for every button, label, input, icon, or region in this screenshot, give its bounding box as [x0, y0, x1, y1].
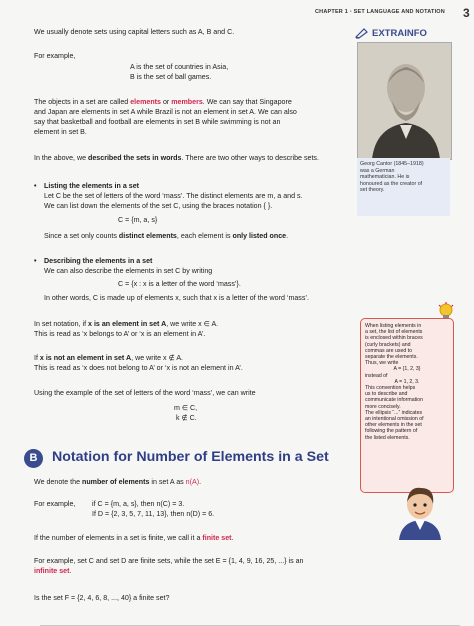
- text-run: , we write x ∉ A.: [131, 354, 184, 362]
- bullet-title-listing: Listing the elements in a set: [44, 182, 140, 190]
- paragraph-elements-line1: [34, 98, 292, 107]
- note-line: instead of: [365, 372, 388, 379]
- caption-line: Georg Cantor (1845–1918): [360, 161, 424, 167]
- describing-line2: In other words, C is made up of elements x, such that x is a letter of the word ‘mass’.: [44, 294, 309, 302]
- note-line: a set, the list of elements: [365, 329, 423, 336]
- note-line: Thus, we write: [365, 360, 399, 367]
- element-of-reading: This is read as ‘x belongs to A’ or ‘x is an element in A’.: [34, 330, 206, 338]
- text-run: . There are two other ways to describe sets.: [181, 154, 319, 162]
- teacher-avatar-icon: [393, 484, 447, 540]
- bullet-title-describing: Describing the elements in a set: [44, 257, 153, 265]
- listing-line3: [44, 232, 288, 241]
- keyword-finite-set: finite set: [202, 534, 232, 542]
- cantor-portrait: [357, 42, 452, 160]
- chapter-title: SET LANGUAGE AND NOTATION: [353, 9, 445, 15]
- pencil-icon: [355, 27, 369, 39]
- bold-phrase: distinct elements: [118, 232, 177, 240]
- question-finite: Is the set F = {2, 4, 6, 8, ..., 40} a finite set?: [34, 594, 170, 602]
- note-line: is enclosed within braces: [365, 335, 423, 342]
- text-run: If: [34, 354, 40, 362]
- tip-box: [360, 318, 454, 493]
- text-run: In set notation, if: [34, 320, 89, 328]
- header-separator: •: [349, 9, 354, 15]
- text-run: .: [69, 567, 72, 575]
- note-line: When listing elements in: [365, 323, 422, 329]
- bold-phrase: x is an element in set A: [88, 320, 167, 328]
- note-line: separate the elements.: [365, 354, 418, 361]
- note-line: the listed elements.: [365, 434, 410, 441]
- caption-line: honoured as the creator of: [360, 180, 423, 187]
- text-run: The objects in a set are called: [34, 98, 131, 106]
- keyword-n-of-a: n(A): [185, 478, 200, 486]
- section-badge: B: [24, 449, 43, 468]
- text-run: If the number of elements in a set is finite, we call it a: [34, 534, 203, 542]
- describing-line1: We can also describe the elements in set C by writing: [44, 267, 213, 275]
- portrait-drawing: [358, 43, 451, 159]
- note-line: an intentional omission of: [365, 416, 424, 423]
- for-example-label-2: For example,: [34, 500, 76, 508]
- note-line: commas are used to: [365, 347, 412, 354]
- equation-c-list: C = {m, a, s}: [118, 216, 158, 224]
- paragraph-elements-line4: element in set B.: [34, 128, 87, 136]
- not-element-reading: This is read as ‘x does not belong to A’ or ‘x is not an element in A’.: [34, 364, 243, 372]
- keyword-elements: elements: [130, 98, 161, 106]
- note-line: This convention helps: [365, 385, 416, 392]
- number-notation-text: [34, 478, 201, 487]
- bullet-dot: •: [34, 182, 37, 190]
- text-run: In the above, we: [34, 154, 89, 162]
- equation-c-builder: C = {x : x is a letter of the word ‘mass’}.: [118, 280, 241, 288]
- text-run: We denote the: [34, 478, 82, 486]
- note-line: other elements in the set: [365, 422, 422, 429]
- text-run: , each element is: [176, 232, 233, 240]
- keyword-infinite-set: infinite set: [34, 567, 70, 575]
- caption-line: mathematician. He is: [360, 174, 410, 181]
- text-run: .: [286, 232, 289, 240]
- page-number: 3: [463, 6, 470, 20]
- example-n-c: if C = {m, a, s}, then n(C) = 3.: [92, 500, 185, 508]
- not-element-statement: [34, 354, 183, 363]
- finite-set-definition: [34, 534, 234, 543]
- bold-phrase: only listed once: [232, 232, 287, 240]
- text-run: . We can say that Singapore: [202, 98, 292, 106]
- note-line: following the pattern of: [365, 428, 418, 435]
- caption-line: set theory.: [360, 187, 385, 194]
- running-header: [315, 9, 445, 15]
- infinite-set-line2: [34, 567, 71, 576]
- element-of-statement: [34, 320, 218, 329]
- note-equation: A = {1, 2, 3}: [393, 366, 421, 373]
- extrainfo-title: EXTRAINFO: [372, 28, 427, 39]
- text-run: or: [160, 98, 172, 106]
- note-equation: A = 1, 2, 3.: [394, 378, 420, 385]
- paragraph-elements-line3: say that basketball and football are elements in set B while swimming is not an: [34, 118, 281, 126]
- text-run: .: [199, 478, 202, 486]
- example-n-d: If D = {2, 3, 5, 7, 11, 13}, then n(D) = 6.: [92, 510, 215, 518]
- listing-line2: We can list down the elements of the set C, using the braces notation { }.: [44, 202, 273, 210]
- paragraph-describe: [34, 154, 319, 163]
- text-run: in set A as: [149, 478, 186, 486]
- text-run: Since a set only counts: [44, 232, 119, 240]
- bold-phrase: described the sets in words: [88, 154, 182, 162]
- note-line: The ellipsis “...” indicates: [365, 409, 423, 416]
- text-run: , we write x ∈ A.: [166, 320, 219, 328]
- example-set-b: B is the set of ball games.: [130, 73, 212, 81]
- chapter-label: CHAPTER 1: [315, 9, 348, 15]
- using-example-text: Using the example of the set of letters of the word ‘mass’, we can write: [34, 389, 256, 397]
- section-title: Notation for Number of Elements in a Set: [52, 449, 329, 465]
- note-line: more concisely.: [365, 403, 401, 410]
- bullet-dot: •: [34, 257, 37, 265]
- bold-phrase: x is not an element in set A: [39, 354, 132, 362]
- note-line: us to describe and: [365, 391, 408, 398]
- for-example-label: For example,: [34, 52, 76, 60]
- text-run: .: [231, 534, 234, 542]
- keyword-members: members: [171, 98, 203, 106]
- k-not-belongs-c: k ∉ C.: [176, 414, 197, 422]
- note-line: (curly brackets) and: [365, 341, 411, 348]
- caption-line: was a German: [360, 167, 395, 174]
- bold-phrase: number of elements: [81, 478, 150, 486]
- example-set-a: A is the set of countries in Asia,: [130, 63, 229, 71]
- m-belongs-c: m ∈ C,: [174, 404, 198, 412]
- paragraph-elements-line2: and Japan are elements in set A while Brazil is not an element in set A. We can also: [34, 108, 297, 116]
- portrait-caption: [357, 158, 450, 216]
- infinite-set-line1: For example, set C and set D are finite sets, while the set E = {1, 4, 9, 16, 25, ...} is an: [34, 557, 304, 565]
- listing-line1: Let C be the set of letters of the word ‘mass’. The distinct elements are m, a and s.: [44, 192, 303, 200]
- paragraph-sets-notation: We usually denote sets using capital letters such as A, B and C.: [34, 28, 235, 36]
- note-line: communicate information: [365, 397, 423, 404]
